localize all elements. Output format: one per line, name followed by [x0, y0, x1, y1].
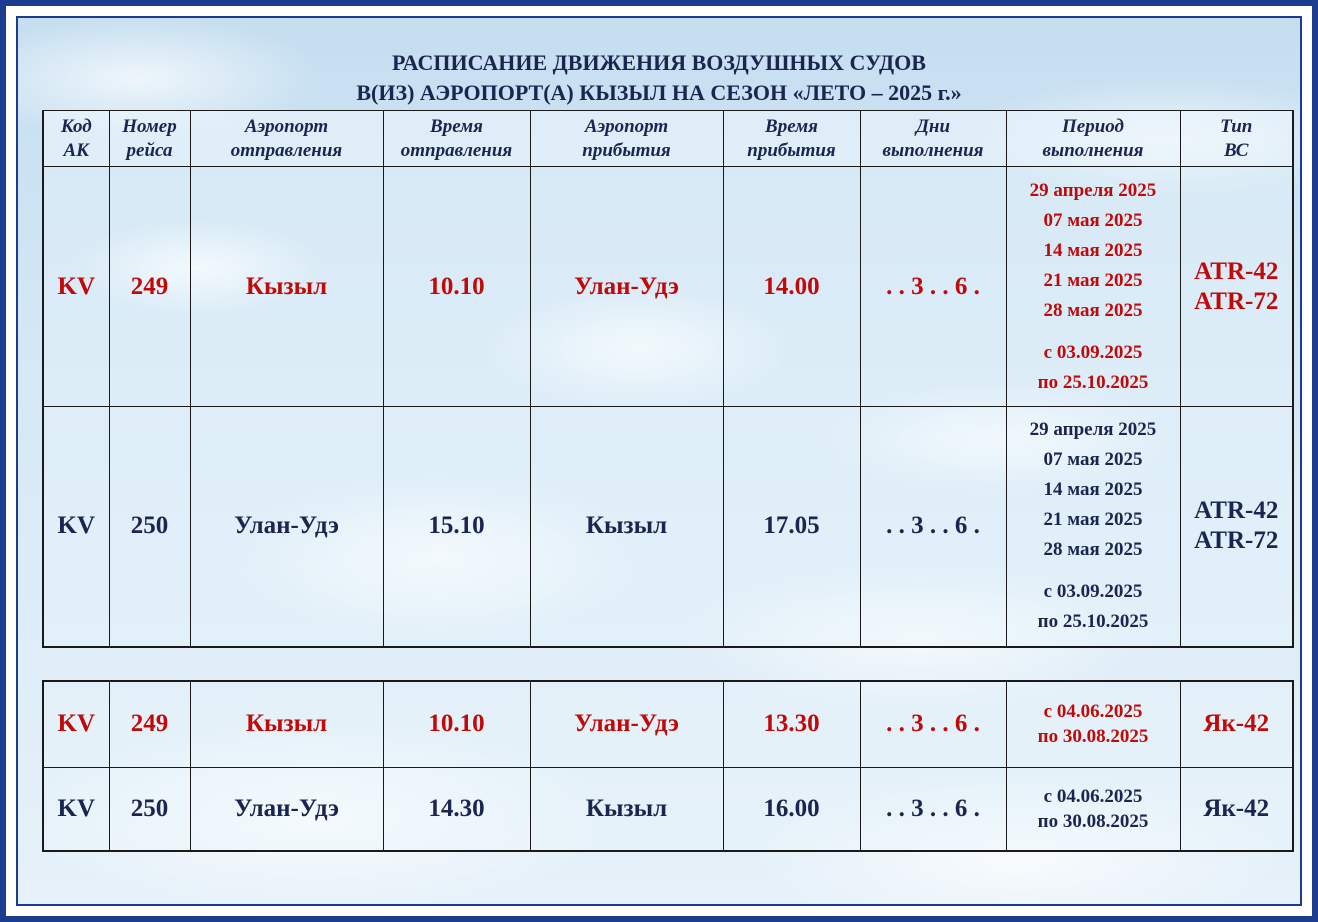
header-cell: Период выполнения — [1006, 111, 1180, 167]
flight-number: 250 — [109, 767, 190, 851]
sky-background — [16, 16, 1302, 906]
operating-days: . . 3 . . 6 . — [860, 767, 1006, 851]
schedule-table-summer — [42, 680, 1294, 852]
arrival-time: 14.00 — [723, 167, 860, 407]
departure-time: 10.10 — [383, 681, 530, 767]
table-row — [43, 407, 1293, 647]
header-cell: Аэропорт отправления — [190, 111, 383, 167]
operating-days: . . 3 . . 6 . — [860, 681, 1006, 767]
departure-airport: Кызыл — [190, 681, 383, 767]
operating-period: с 04.06.2025 по 30.08.2025 — [1006, 767, 1180, 851]
operating-days: . . 3 . . 6 . — [860, 407, 1006, 647]
departure-airport: Улан-Удэ — [190, 407, 383, 647]
airline-code: KV — [43, 767, 109, 851]
aircraft-type: Як-42 — [1180, 681, 1293, 767]
aircraft-type: ATR-42 ATR-72 — [1180, 407, 1293, 647]
departure-time: 15.10 — [383, 407, 530, 647]
departure-airport: Кызыл — [190, 167, 383, 407]
aircraft-type: Як-42 — [1180, 767, 1293, 851]
operating-days: . . 3 . . 6 . — [860, 167, 1006, 407]
flight-number: 249 — [109, 681, 190, 767]
operating-period: 29 апреля 2025 07 мая 2025 14 мая 2025 21 мая 2025 28 мая 2025 с 03.09.2025 по 25.10.2025 — [1006, 407, 1180, 647]
departure-time: 14.30 — [383, 767, 530, 851]
arrival-time: 16.00 — [723, 767, 860, 851]
table-row — [43, 767, 1293, 851]
arrival-time: 17.05 — [723, 407, 860, 647]
header-cell: Тип ВС — [1180, 111, 1293, 167]
header-cell: Время отправления — [383, 111, 530, 167]
arrival-time: 13.30 — [723, 681, 860, 767]
title-line-2: В(ИЗ) АЭРОПОРТ(А) КЫЗЫЛ НА СЕЗОН «ЛЕТО – 2025 г.» — [356, 80, 962, 105]
arrival-airport: Улан-Удэ — [530, 167, 723, 407]
schedule-table-main — [42, 110, 1294, 648]
airline-code: KV — [43, 167, 109, 407]
departure-airport: Улан-Удэ — [190, 767, 383, 851]
header-cell: Код АК — [43, 111, 109, 167]
arrival-airport: Улан-Удэ — [530, 681, 723, 767]
header-cell: Аэропорт прибытия — [530, 111, 723, 167]
page-title — [18, 48, 1300, 108]
table-row — [43, 681, 1293, 767]
operating-period: с 04.06.2025 по 30.08.2025 — [1006, 681, 1180, 767]
header-cell: Дни выполнения — [860, 111, 1006, 167]
airline-code: KV — [43, 407, 109, 647]
flight-number: 249 — [109, 167, 190, 407]
table-row — [43, 167, 1293, 407]
title-line-1: РАСПИСАНИЕ ДВИЖЕНИЯ ВОЗДУШНЫХ СУДОВ — [392, 50, 926, 75]
header-cell: Время прибытия — [723, 111, 860, 167]
flight-number: 250 — [109, 407, 190, 647]
arrival-airport: Кызыл — [530, 767, 723, 851]
header-row — [43, 111, 1293, 167]
departure-time: 10.10 — [383, 167, 530, 407]
aircraft-type: ATR-42 ATR-72 — [1180, 167, 1293, 407]
header-cell: Номер рейса — [109, 111, 190, 167]
operating-period: 29 апреля 2025 07 мая 2025 14 мая 2025 21 мая 2025 28 мая 2025 с 03.09.2025 по 25.10.2025 — [1006, 167, 1180, 407]
airline-code: KV — [43, 681, 109, 767]
arrival-airport: Кызыл — [530, 407, 723, 647]
